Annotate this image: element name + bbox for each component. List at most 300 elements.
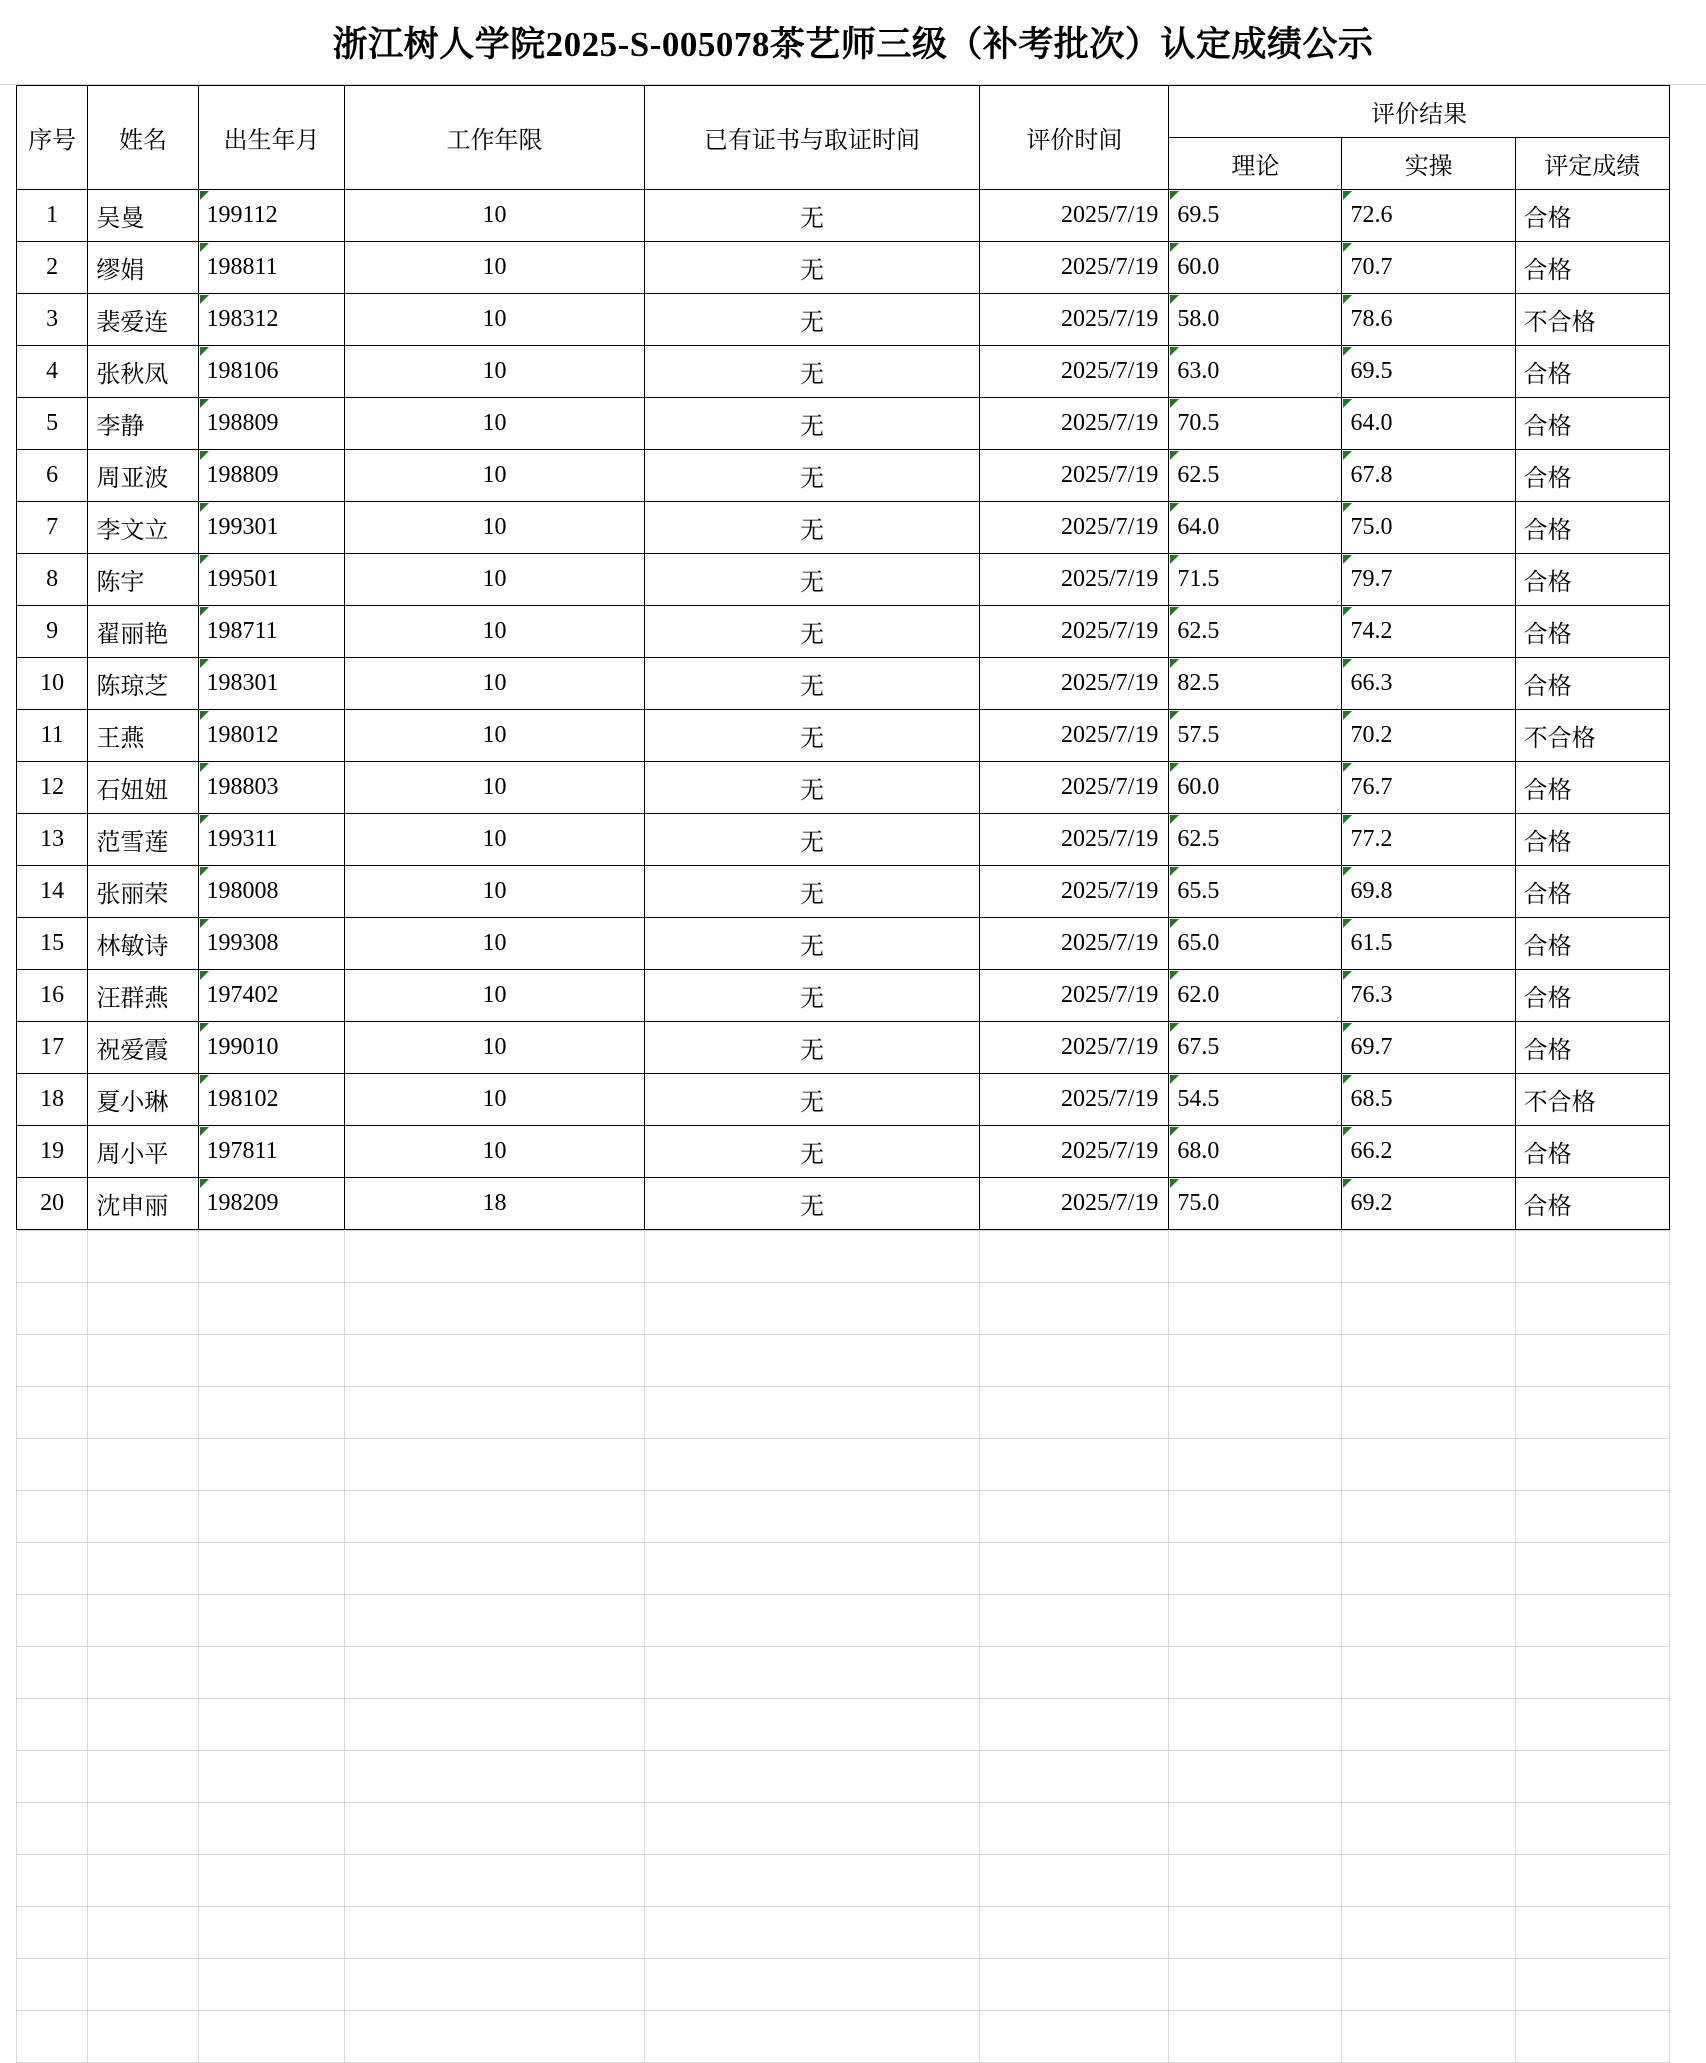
cell-index: 13 xyxy=(17,814,88,866)
cell-error-marker-icon xyxy=(1170,555,1179,564)
cell-work-years-text: 18 xyxy=(482,1190,507,1216)
empty-cell xyxy=(644,1751,980,1803)
cell-error-marker-icon xyxy=(200,711,209,720)
cell-error-marker-icon xyxy=(1343,763,1352,772)
table-row xyxy=(17,1022,1670,1074)
cell-work-years-text: 10 xyxy=(482,358,507,384)
empty-cell xyxy=(644,1647,980,1699)
cell-work-years-text: 10 xyxy=(482,1034,507,1060)
empty-cell xyxy=(17,1959,88,2011)
empty-cell xyxy=(980,1439,1169,1491)
cell-index: 14 xyxy=(17,866,88,918)
cell-name: 吴曼 xyxy=(88,190,198,242)
cell-error-marker-icon xyxy=(1343,867,1352,876)
cell-result: 合格 xyxy=(1515,398,1669,450)
cell-result: 合格 xyxy=(1515,606,1669,658)
empty-cell xyxy=(644,1803,980,1855)
cell-result: 合格 xyxy=(1515,190,1669,242)
cell-name: 缪娟 xyxy=(88,242,198,294)
cell-practice-score xyxy=(1342,1178,1515,1230)
cell-theory-score xyxy=(1169,450,1342,502)
cell-work-years-text: 10 xyxy=(482,462,507,488)
empty-cell xyxy=(198,1387,345,1439)
col-header-eval-time: 评价时间 xyxy=(980,86,1169,190)
empty-cell xyxy=(980,1803,1169,1855)
empty-cell xyxy=(345,1699,644,1751)
cell-birth xyxy=(198,606,345,658)
cell-practice-score-text: 79.7 xyxy=(1350,566,1393,592)
table-row xyxy=(17,606,1670,658)
cell-eval-time: 2025/7/19 xyxy=(980,1074,1169,1126)
cell-name: 翟丽艳 xyxy=(88,606,198,658)
cell-practice-score xyxy=(1342,918,1515,970)
empty-row xyxy=(17,1283,1670,1335)
cell-work-years xyxy=(345,762,644,814)
cell-birth xyxy=(198,242,345,294)
cell-practice-score-text: 67.8 xyxy=(1350,462,1393,488)
empty-cell xyxy=(17,1439,88,1491)
cell-work-years xyxy=(345,606,644,658)
cell-name: 汪群燕 xyxy=(88,970,198,1022)
cell-theory-score xyxy=(1169,710,1342,762)
cell-work-years xyxy=(345,1126,644,1178)
cell-work-years xyxy=(345,970,644,1022)
cell-work-years-text: 10 xyxy=(482,930,507,956)
cell-result: 合格 xyxy=(1515,502,1669,554)
cell-error-marker-icon xyxy=(200,971,209,980)
cell-eval-time: 2025/7/19 xyxy=(980,450,1169,502)
cell-birth-text: 198809 xyxy=(206,410,279,436)
cell-index: 12 xyxy=(17,762,88,814)
cell-error-marker-icon xyxy=(1343,347,1352,356)
empty-cell xyxy=(644,1231,980,1283)
cell-practice-score xyxy=(1342,294,1515,346)
empty-cell xyxy=(980,1283,1169,1335)
cell-work-years-text: 10 xyxy=(482,514,507,540)
cell-error-marker-icon xyxy=(1170,191,1179,200)
cell-theory-score-text: 75.0 xyxy=(1177,1190,1220,1216)
cell-existing-cert: 无 xyxy=(644,242,980,294)
cell-eval-time: 2025/7/19 xyxy=(980,814,1169,866)
cell-birth-text: 198312 xyxy=(206,306,279,332)
cell-birth-text: 198008 xyxy=(206,878,279,904)
empty-cell xyxy=(88,1231,198,1283)
cell-error-marker-icon xyxy=(1170,1075,1179,1084)
cell-error-marker-icon xyxy=(1343,451,1352,460)
cell-index: 17 xyxy=(17,1022,88,1074)
empty-cell xyxy=(17,1699,88,1751)
header-row-top xyxy=(17,86,1670,138)
cell-name: 范雪莲 xyxy=(88,814,198,866)
empty-row xyxy=(17,1855,1670,1907)
cell-eval-time: 2025/7/19 xyxy=(980,1178,1169,1230)
cell-work-years-text: 10 xyxy=(482,670,507,696)
cell-result: 不合格 xyxy=(1515,1074,1669,1126)
cell-practice-score xyxy=(1342,502,1515,554)
empty-cell xyxy=(1515,1751,1669,1803)
col-header-result: 评定成绩 xyxy=(1515,138,1669,190)
cell-eval-time: 2025/7/19 xyxy=(980,502,1169,554)
cell-existing-cert: 无 xyxy=(644,398,980,450)
empty-cell xyxy=(198,1595,345,1647)
empty-cell xyxy=(1169,1387,1342,1439)
cell-error-marker-icon xyxy=(1343,555,1352,564)
empty-cell xyxy=(1342,1803,1515,1855)
cell-error-marker-icon xyxy=(1170,815,1179,824)
empty-cell xyxy=(17,1907,88,1959)
cell-index: 7 xyxy=(17,502,88,554)
empty-cell xyxy=(644,1699,980,1751)
cell-result: 合格 xyxy=(1515,1178,1669,1230)
cell-error-marker-icon xyxy=(1170,1127,1179,1136)
cell-result: 合格 xyxy=(1515,1022,1669,1074)
cell-error-marker-icon xyxy=(1170,919,1179,928)
empty-cell xyxy=(1169,1491,1342,1543)
cell-eval-time: 2025/7/19 xyxy=(980,346,1169,398)
cell-name: 周小平 xyxy=(88,1126,198,1178)
empty-cell xyxy=(644,2011,980,2063)
cell-error-marker-icon xyxy=(200,243,209,252)
col-header-eval-result-group: 评价结果 xyxy=(1169,86,1670,138)
empty-row xyxy=(17,1751,1670,1803)
empty-cell xyxy=(198,2011,345,2063)
cell-name: 李文立 xyxy=(88,502,198,554)
empty-cell xyxy=(644,1543,980,1595)
cell-birth-text: 198209 xyxy=(206,1190,279,1216)
cell-birth xyxy=(198,1178,345,1230)
col-header-name: 姓名 xyxy=(88,86,198,190)
cell-birth xyxy=(198,762,345,814)
cell-birth xyxy=(198,658,345,710)
cell-existing-cert: 无 xyxy=(644,762,980,814)
empty-row xyxy=(17,1595,1670,1647)
cell-name: 李静 xyxy=(88,398,198,450)
empty-row xyxy=(17,1959,1670,2011)
cell-theory-score xyxy=(1169,814,1342,866)
empty-cell xyxy=(198,1543,345,1595)
cell-error-marker-icon xyxy=(1170,659,1179,668)
cell-name: 周亚波 xyxy=(88,450,198,502)
cell-name: 石妞妞 xyxy=(88,762,198,814)
cell-error-marker-icon xyxy=(200,815,209,824)
cell-eval-time: 2025/7/19 xyxy=(980,190,1169,242)
cell-existing-cert: 无 xyxy=(644,294,980,346)
empty-cell xyxy=(88,1387,198,1439)
cell-birth-text: 198803 xyxy=(206,774,279,800)
cell-birth xyxy=(198,970,345,1022)
cell-work-years xyxy=(345,502,644,554)
cell-name: 张秋凤 xyxy=(88,346,198,398)
empty-cell xyxy=(345,1959,644,2011)
cell-existing-cert: 无 xyxy=(644,502,980,554)
cell-index: 10 xyxy=(17,658,88,710)
empty-cell xyxy=(1515,1907,1669,1959)
empty-cell xyxy=(980,1335,1169,1387)
empty-cell xyxy=(17,1595,88,1647)
col-header-existing-cert: 已有证书与取证时间 xyxy=(644,86,980,190)
cell-work-years xyxy=(345,814,644,866)
cell-work-years-text: 10 xyxy=(482,202,507,228)
cell-birth xyxy=(198,1126,345,1178)
cell-practice-score xyxy=(1342,398,1515,450)
empty-cell xyxy=(198,1335,345,1387)
cell-result: 合格 xyxy=(1515,918,1669,970)
cell-theory-score-text: 68.0 xyxy=(1177,1138,1220,1164)
cell-practice-score xyxy=(1342,866,1515,918)
cell-birth-text: 198012 xyxy=(206,722,279,748)
empty-row xyxy=(17,1491,1670,1543)
cell-error-marker-icon xyxy=(1343,659,1352,668)
empty-cell xyxy=(644,1907,980,1959)
cell-theory-score xyxy=(1169,866,1342,918)
cell-theory-score xyxy=(1169,970,1342,1022)
empty-cell xyxy=(88,1907,198,1959)
table-row xyxy=(17,398,1670,450)
empty-cell xyxy=(198,1907,345,1959)
col-header-theory: 理论 xyxy=(1169,138,1342,190)
cell-practice-score-text: 72.6 xyxy=(1350,202,1393,228)
cell-error-marker-icon xyxy=(1170,451,1179,460)
cell-practice-score-text: 66.2 xyxy=(1350,1138,1393,1164)
empty-cell xyxy=(345,1543,644,1595)
cell-work-years xyxy=(345,346,644,398)
cell-error-marker-icon xyxy=(200,1127,209,1136)
empty-cell xyxy=(644,1283,980,1335)
cell-error-marker-icon xyxy=(1170,763,1179,772)
cell-practice-score xyxy=(1342,242,1515,294)
cell-practice-score-text: 70.2 xyxy=(1350,722,1393,748)
empty-cell xyxy=(198,1647,345,1699)
empty-cell xyxy=(17,1335,88,1387)
cell-existing-cert: 无 xyxy=(644,1178,980,1230)
cell-theory-score xyxy=(1169,658,1342,710)
cell-error-marker-icon xyxy=(200,295,209,304)
cell-practice-score-text: 68.5 xyxy=(1350,1086,1393,1112)
cell-name: 林敏诗 xyxy=(88,918,198,970)
empty-row xyxy=(17,1439,1670,1491)
empty-cell xyxy=(17,1751,88,1803)
table-row xyxy=(17,1126,1670,1178)
empty-grid-area xyxy=(16,1230,1670,2063)
cell-theory-score xyxy=(1169,242,1342,294)
cell-theory-score-text: 65.5 xyxy=(1177,878,1220,904)
empty-cell xyxy=(1169,1595,1342,1647)
cell-practice-score xyxy=(1342,1074,1515,1126)
cell-error-marker-icon xyxy=(1343,1179,1352,1188)
empty-cell xyxy=(17,1855,88,1907)
cell-index: 16 xyxy=(17,970,88,1022)
table-row xyxy=(17,866,1670,918)
cell-existing-cert: 无 xyxy=(644,658,980,710)
cell-existing-cert: 无 xyxy=(644,866,980,918)
title-row xyxy=(0,0,1706,85)
cell-name: 陈琼芝 xyxy=(88,658,198,710)
cell-practice-score-text: 75.0 xyxy=(1350,514,1393,540)
empty-cell xyxy=(345,2011,644,2063)
cell-index: 15 xyxy=(17,918,88,970)
empty-cell xyxy=(88,1543,198,1595)
empty-cell xyxy=(644,1959,980,2011)
empty-cell xyxy=(1169,1283,1342,1335)
cell-work-years-text: 10 xyxy=(482,826,507,852)
cell-practice-score xyxy=(1342,450,1515,502)
empty-cell xyxy=(1342,2011,1515,2063)
cell-eval-time: 2025/7/19 xyxy=(980,606,1169,658)
empty-cell xyxy=(1515,1387,1669,1439)
empty-cell xyxy=(1515,1231,1669,1283)
table-row xyxy=(17,658,1670,710)
cell-error-marker-icon xyxy=(200,919,209,928)
cell-theory-score-text: 64.0 xyxy=(1177,514,1220,540)
empty-cell xyxy=(88,2011,198,2063)
cell-work-years-text: 10 xyxy=(482,1086,507,1112)
cell-practice-score-text: 66.3 xyxy=(1350,670,1393,696)
empty-cell xyxy=(88,1491,198,1543)
empty-cell xyxy=(1515,1855,1669,1907)
cell-eval-time: 2025/7/19 xyxy=(980,918,1169,970)
empty-cell xyxy=(1515,1439,1669,1491)
cell-practice-score xyxy=(1342,658,1515,710)
cell-work-years-text: 10 xyxy=(482,306,507,332)
cell-practice-score xyxy=(1342,710,1515,762)
cell-error-marker-icon xyxy=(1343,815,1352,824)
empty-cell xyxy=(980,1491,1169,1543)
cell-theory-score xyxy=(1169,294,1342,346)
cell-birth-text: 199308 xyxy=(206,930,279,956)
empty-cell xyxy=(1342,1491,1515,1543)
cell-practice-score-text: 70.7 xyxy=(1350,254,1393,280)
cell-work-years-text: 10 xyxy=(482,410,507,436)
empty-cell xyxy=(88,1855,198,1907)
cell-practice-score xyxy=(1342,554,1515,606)
cell-error-marker-icon xyxy=(1343,919,1352,928)
cell-birth-text: 198811 xyxy=(206,254,278,280)
cell-birth xyxy=(198,554,345,606)
empty-cell xyxy=(980,1387,1169,1439)
cell-existing-cert: 无 xyxy=(644,606,980,658)
cell-error-marker-icon xyxy=(200,347,209,356)
empty-cell xyxy=(1342,1959,1515,2011)
cell-practice-score-text: 78.6 xyxy=(1350,306,1393,332)
empty-cell xyxy=(1515,1959,1669,2011)
empty-cell xyxy=(345,1647,644,1699)
cell-birth xyxy=(198,190,345,242)
results-table xyxy=(16,85,1670,1230)
cell-theory-score-text: 82.5 xyxy=(1177,670,1220,696)
table-row xyxy=(17,502,1670,554)
empty-cell xyxy=(345,1855,644,1907)
empty-cell xyxy=(1342,1647,1515,1699)
cell-existing-cert: 无 xyxy=(644,190,980,242)
table-row xyxy=(17,346,1670,398)
cell-existing-cert: 无 xyxy=(644,346,980,398)
cell-birth-text: 198301 xyxy=(206,670,279,696)
cell-eval-time: 2025/7/19 xyxy=(980,398,1169,450)
cell-eval-time: 2025/7/19 xyxy=(980,242,1169,294)
cell-error-marker-icon xyxy=(1343,295,1352,304)
cell-practice-score xyxy=(1342,970,1515,1022)
cell-error-marker-icon xyxy=(1170,1179,1179,1188)
cell-existing-cert: 无 xyxy=(644,1126,980,1178)
cell-theory-score-text: 62.5 xyxy=(1177,462,1220,488)
empty-cell xyxy=(17,1283,88,1335)
cell-error-marker-icon xyxy=(1170,1023,1179,1032)
empty-cell xyxy=(1515,1543,1669,1595)
cell-error-marker-icon xyxy=(1170,971,1179,980)
empty-cell xyxy=(1169,1699,1342,1751)
cell-work-years xyxy=(345,658,644,710)
empty-cell xyxy=(345,1491,644,1543)
cell-theory-score xyxy=(1169,606,1342,658)
cell-error-marker-icon xyxy=(200,555,209,564)
empty-cell xyxy=(345,1335,644,1387)
table-row xyxy=(17,970,1670,1022)
cell-result: 合格 xyxy=(1515,346,1669,398)
empty-row xyxy=(17,1907,1670,1959)
empty-row xyxy=(17,1803,1670,1855)
cell-error-marker-icon xyxy=(200,659,209,668)
empty-cell xyxy=(88,1959,198,2011)
cell-error-marker-icon xyxy=(1343,191,1352,200)
cell-birth-text: 199311 xyxy=(206,826,278,852)
cell-index: 19 xyxy=(17,1126,88,1178)
col-header-work-years: 工作年限 xyxy=(345,86,644,190)
cell-error-marker-icon xyxy=(200,763,209,772)
cell-result: 不合格 xyxy=(1515,294,1669,346)
empty-cell xyxy=(198,1959,345,2011)
cell-birth xyxy=(198,398,345,450)
cell-error-marker-icon xyxy=(1343,243,1352,252)
cell-name: 王燕 xyxy=(88,710,198,762)
empty-cell xyxy=(980,1959,1169,2011)
cell-name: 祝爱霞 xyxy=(88,1022,198,1074)
cell-birth-text: 199501 xyxy=(206,566,279,592)
cell-eval-time: 2025/7/19 xyxy=(980,762,1169,814)
empty-cell xyxy=(980,1907,1169,1959)
empty-row xyxy=(17,1699,1670,1751)
empty-cell xyxy=(980,1231,1169,1283)
empty-cell xyxy=(644,1855,980,1907)
cell-practice-score xyxy=(1342,814,1515,866)
cell-result: 合格 xyxy=(1515,242,1669,294)
empty-cell xyxy=(1515,1647,1669,1699)
empty-cell xyxy=(198,1803,345,1855)
cell-error-marker-icon xyxy=(1170,399,1179,408)
cell-error-marker-icon xyxy=(1170,503,1179,512)
empty-cell xyxy=(980,1751,1169,1803)
cell-result: 不合格 xyxy=(1515,710,1669,762)
cell-theory-score xyxy=(1169,762,1342,814)
cell-existing-cert: 无 xyxy=(644,710,980,762)
cell-error-marker-icon xyxy=(200,451,209,460)
cell-index: 18 xyxy=(17,1074,88,1126)
table-row xyxy=(17,918,1670,970)
cell-result: 合格 xyxy=(1515,970,1669,1022)
empty-cell xyxy=(198,1751,345,1803)
table-row xyxy=(17,554,1670,606)
cell-work-years-text: 10 xyxy=(482,1138,507,1164)
page-title: 浙江树人学院2025-S-005078茶艺师三级（补考批次）认定成绩公示 xyxy=(332,25,1374,64)
cell-result: 合格 xyxy=(1515,658,1669,710)
empty-row xyxy=(17,2011,1670,2063)
cell-eval-time: 2025/7/19 xyxy=(980,970,1169,1022)
cell-theory-score xyxy=(1169,1178,1342,1230)
cell-birth xyxy=(198,502,345,554)
cell-name: 裴爱连 xyxy=(88,294,198,346)
cell-work-years-text: 10 xyxy=(482,254,507,280)
cell-birth-text: 197811 xyxy=(206,1138,278,1164)
cell-error-marker-icon xyxy=(1343,971,1352,980)
